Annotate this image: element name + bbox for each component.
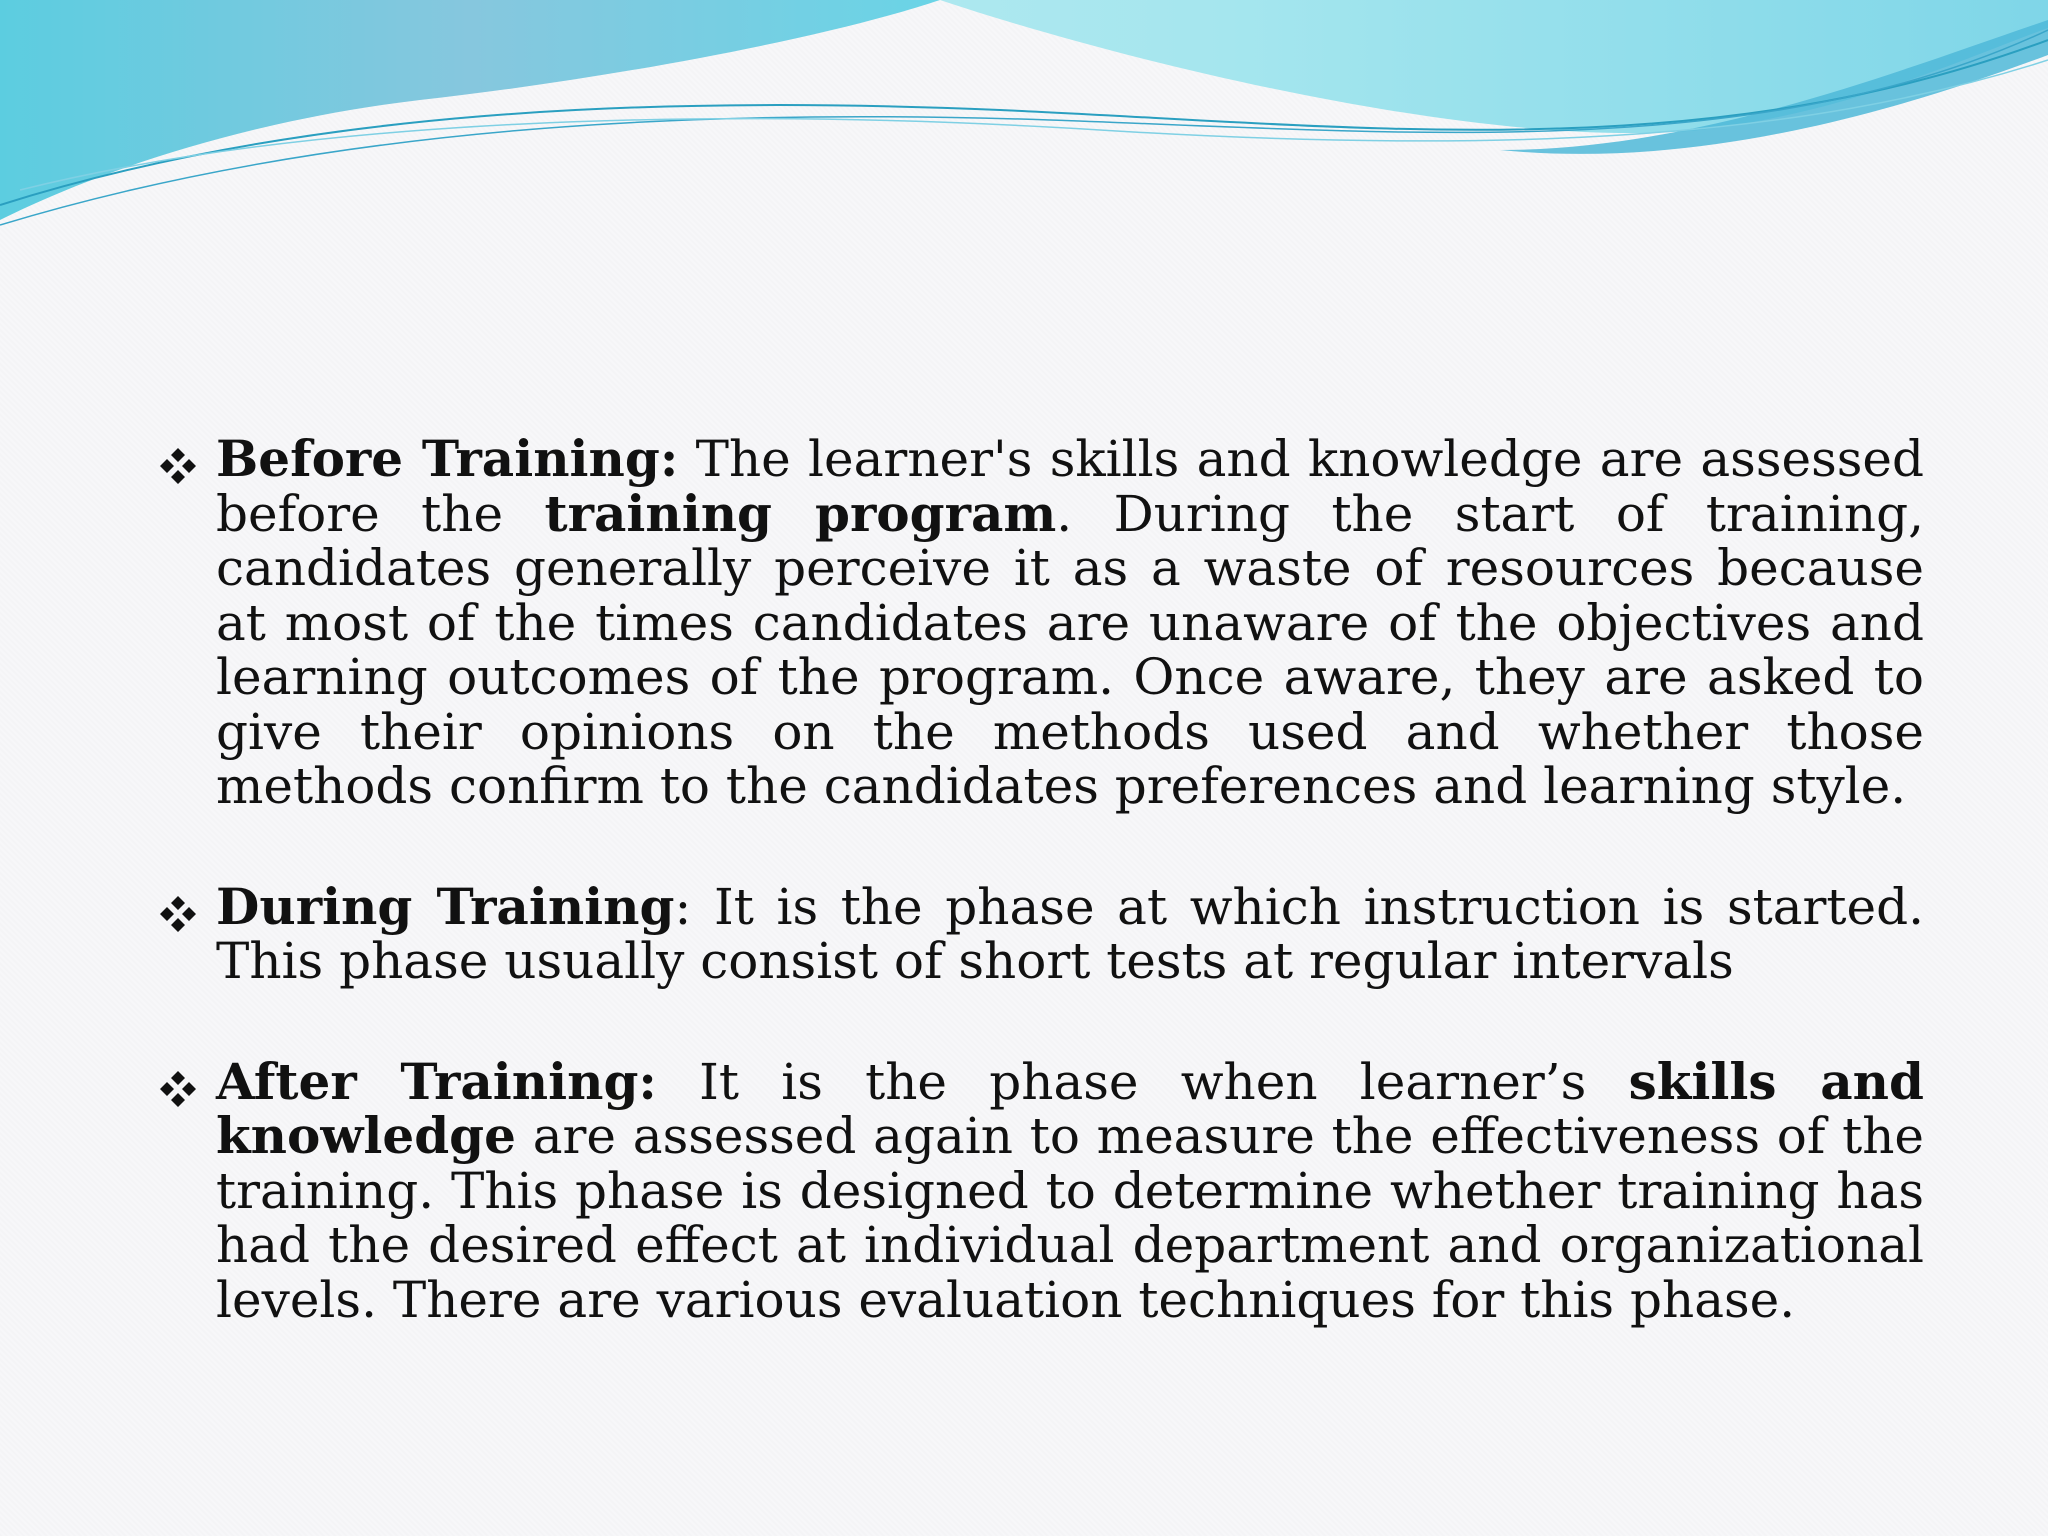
wave-header-decoration bbox=[0, 0, 2048, 240]
bullet-before-training bbox=[158, 429, 1924, 815]
bullet-body: It is the phase when learner’s bbox=[656, 1052, 1629, 1111]
bullet-text bbox=[216, 1053, 1924, 1329]
bullet-body: are assessed again to measure the effectiveness of the training. This phase is designed to determine whether training has had the desired effect at individual department and organizational levels. There are various evaluation techniques for this phase. bbox=[216, 1107, 1924, 1329]
bullet-body: . During the start of training, candidates generally perceive it as a waste of resources because at most of the times candidates are unaware of the objectives and learning outcomes of the program. Once aware, they are asked to give their opinions on the methods used and whether those methods confirm to the candidates preferences and learning style. bbox=[216, 484, 1924, 815]
bullet-emphasis: training program bbox=[544, 483, 1057, 543]
bullet-after-training bbox=[158, 1051, 1924, 1329]
bullet-text bbox=[216, 430, 1924, 815]
four-diamond-bullet-icon bbox=[158, 894, 198, 934]
bullet-list bbox=[158, 429, 1924, 1329]
bullet-emphasis: skills and knowledge bbox=[216, 1051, 1924, 1165]
four-diamond-bullet-icon bbox=[158, 446, 198, 486]
bullet-text bbox=[216, 878, 1924, 991]
bullet-body: : It is the phase at which instruction is started. This phase usually consist of short tests at regular intervals bbox=[216, 877, 1924, 990]
bullet-heading: During Training bbox=[216, 876, 675, 936]
bullet-heading: Before Training: bbox=[216, 429, 679, 488]
bullet-heading: After Training: bbox=[216, 1051, 657, 1111]
bullet-during-training bbox=[158, 876, 1924, 990]
bullet-body: The learner's skills and knowledge are assessed before the bbox=[216, 430, 1924, 543]
four-diamond-bullet-icon bbox=[158, 1069, 198, 1109]
